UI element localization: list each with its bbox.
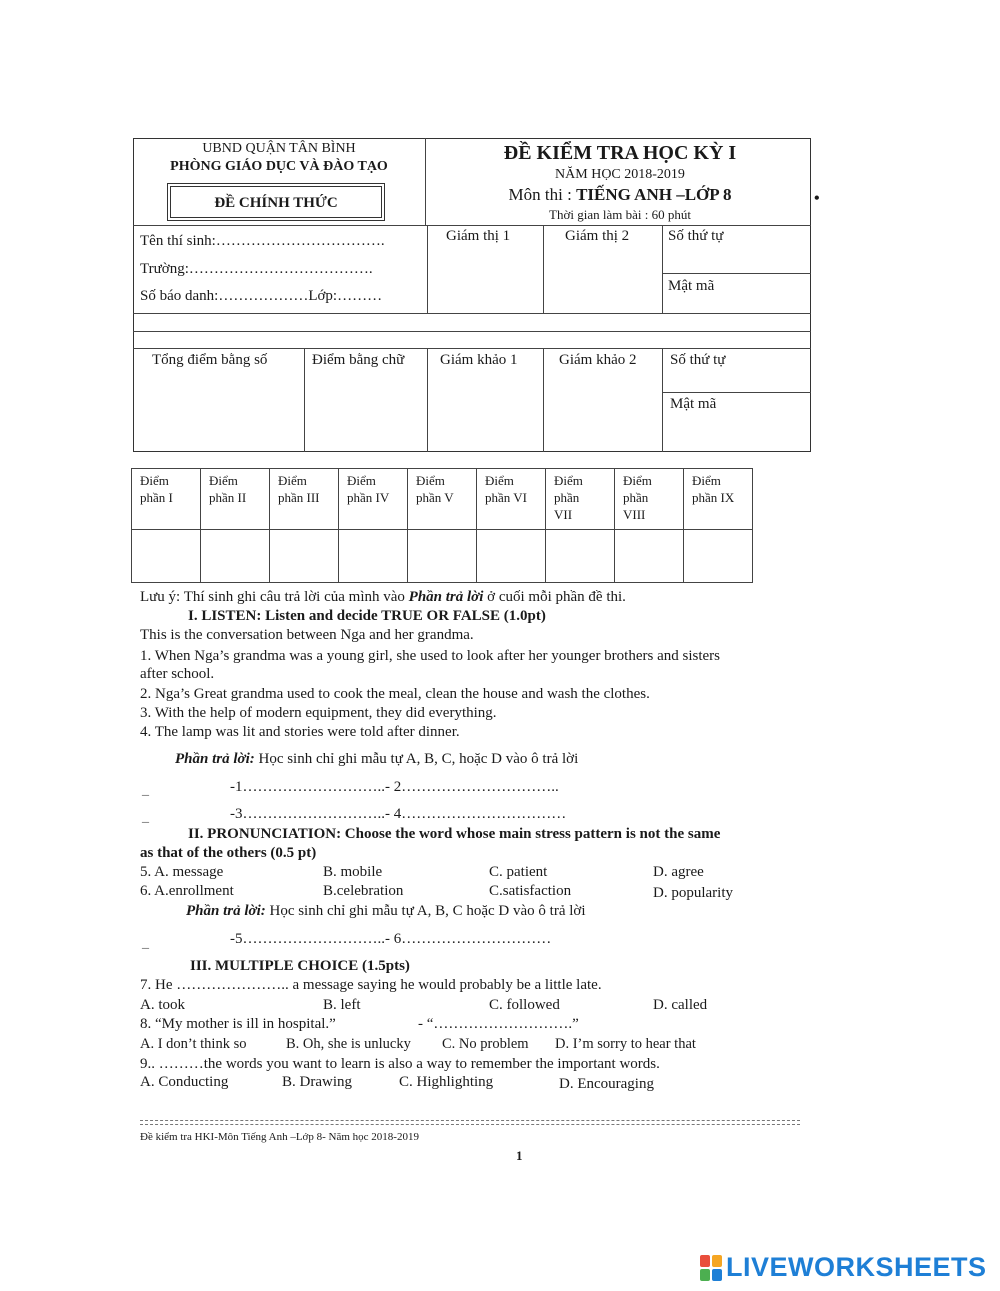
question-7-option-a: A. took <box>140 997 185 1013</box>
part-score-header: Điểm phần VI <box>477 469 546 530</box>
question-8-blank: - “……………………….” <box>418 1016 579 1032</box>
examiner-1-label: Giám khảo 1 <box>440 352 518 368</box>
department-label: PHÒNG GIÁO DỤC VÀ ĐÀO TẠO <box>170 159 388 174</box>
liveworksheets-wordmark: LIVEWORKSHEETS <box>726 1252 987 1282</box>
question-6-option-c: C.satisfaction <box>489 883 572 899</box>
score-divider <box>543 348 544 452</box>
header-divider <box>425 138 426 225</box>
question-7-option-c: C. followed <box>489 997 560 1013</box>
footer-divider <box>140 1124 800 1125</box>
part-score-entry-row <box>132 530 753 583</box>
section-3-heading: III. MULTIPLE CHOICE (1.5pts) <box>190 958 410 974</box>
school-year: NĂM HỌC 2018-2019 <box>555 167 685 182</box>
section-1-answer-line-1[interactable]: -1………………………..- 2………………………….. <box>230 779 559 795</box>
subject-line <box>430 185 810 205</box>
proctor-divider <box>543 225 544 313</box>
question-7: 7. He ………………….. a message saying he would probably be a little late. <box>140 977 602 993</box>
section-2-answer-line[interactable]: -5………………………..- 6………………………… <box>230 931 552 947</box>
part-score-header: Điểm phần IX <box>684 469 753 530</box>
part-score-header: Điểm phần V <box>408 469 477 530</box>
candidate-id-field: Số báo danh:………………Lớp:……… <box>140 288 383 304</box>
page-number: 1 <box>516 1148 523 1163</box>
question-8-option-c: C. No problem <box>442 1036 529 1052</box>
question-8-option-a: A. I don’t think so <box>140 1036 247 1052</box>
score-divider <box>662 392 811 393</box>
question-6-option-b: B.celebration <box>323 883 404 899</box>
part-score-header: Điểm phần IV <box>339 469 408 530</box>
part-score-cell[interactable] <box>339 530 408 583</box>
section-1-intro: This is the conversation between Nga and her grandma. <box>140 627 474 643</box>
part-score-cell[interactable] <box>546 530 615 583</box>
question-5-option-a: 5. A. message <box>140 864 224 880</box>
liveworksheets-icon <box>700 1255 722 1281</box>
part-score-header-row <box>132 469 753 530</box>
part-score-header: Điểm phần I <box>132 469 201 530</box>
question-7-option-b: B. left <box>323 997 361 1013</box>
part-score-header: Điểm phần II <box>201 469 270 530</box>
question-7-option-d: D. called <box>653 997 708 1013</box>
proctor-divider <box>662 225 663 313</box>
candidate-name-field: Tên thí sinh:……………………………. <box>140 233 385 249</box>
candidate-school-field: Trường:………………………………. <box>140 261 373 277</box>
time-limit: Thời gian làm bài : 60 phút <box>549 207 691 222</box>
liveworksheets-logo[interactable] <box>700 1252 987 1283</box>
header-row-line <box>133 313 811 314</box>
question-1-line-a: 1. When Nga’s grandma was a young girl, she used to look after her younger brothers and sisters <box>140 648 720 664</box>
question-9-option-b: B. Drawing <box>282 1074 352 1090</box>
question-5-option-b: B. mobile <box>323 864 383 880</box>
header-row-line <box>133 331 811 332</box>
question-2: 2. Nga’s Great grandma used to cook the meal, clean the house and wash the clothes. <box>140 686 650 702</box>
answer-dash: _ <box>142 783 149 798</box>
answer-section-emphasis: Phần trả lời <box>408 589 484 605</box>
question-5-option-c: C. patient <box>489 864 548 880</box>
part-score-cell[interactable] <box>408 530 477 583</box>
part-score-cell[interactable] <box>477 530 546 583</box>
score-divider <box>427 348 428 452</box>
part-score-header: Điểm phần VII <box>546 469 615 530</box>
footer-divider <box>140 1120 800 1121</box>
section-2-answer-instruction: Phần trả lời: Học sinh chỉ ghi mẫu tự A, B, C hoặc D vào ô trả lời <box>186 903 586 919</box>
question-6-option-a: 6. A.enrollment <box>140 883 234 899</box>
total-score-number-label: Tổng điểm bằng số <box>152 352 268 368</box>
part-score-header: Điểm phần VIII <box>615 469 684 530</box>
question-9-option-d: D. Encouraging <box>559 1076 654 1092</box>
question-5-option-d: D. agree <box>653 864 704 880</box>
score-divider <box>662 348 663 452</box>
proctor-divider <box>662 273 811 274</box>
question-8-option-b: B. Oh, she is unlucky <box>286 1036 411 1052</box>
district-label: UBND QUẬN TÂN BÌNH <box>202 141 356 156</box>
proctor-1-label: Giám thị 1 <box>446 228 511 244</box>
section-1-answer-line-2[interactable]: -3………………………..- 4…………………………… <box>230 806 567 822</box>
question-3: 3. With the help of modern equipment, they did everything. <box>140 705 497 721</box>
subject-name: TIẾNG ANH –LỚP 8 <box>576 185 732 204</box>
part-score-cell[interactable] <box>270 530 339 583</box>
question-8: 8. “My mother is ill in hospital.” <box>140 1016 336 1032</box>
header-row-line <box>133 348 811 349</box>
part-score-cell[interactable] <box>684 530 753 583</box>
part-score-cell[interactable] <box>132 530 201 583</box>
question-1-line-b: after school. <box>140 666 215 682</box>
exam-title: ĐỀ KIỂM TRA HỌC KỲ I <box>503 142 737 164</box>
score-divider <box>304 348 305 452</box>
footer-text: Đề kiểm tra HKI-Môn Tiếng Anh –Lớp 8- Năm học 2018-2019 <box>140 1131 419 1143</box>
total-score-word-label: Điểm bằng chữ <box>312 352 405 368</box>
score-code-label: Mật mã <box>670 396 717 412</box>
section-1-heading: I. LISTEN: Listen and decide TRUE OR FALSE (1.0pt) <box>188 608 546 624</box>
part-score-table <box>131 468 753 583</box>
answer-dash: _ <box>142 936 149 951</box>
proctor-2-label: Giám thị 2 <box>565 228 630 244</box>
part-score-cell[interactable] <box>201 530 270 583</box>
proctor-code-label: Mật mã <box>668 278 715 294</box>
question-6-option-d: D. popularity <box>653 885 733 901</box>
question-9: 9.. ………the words you want to learn is also a way to remember the important words. <box>140 1056 660 1072</box>
question-9-option-c: C. Highlighting <box>399 1074 494 1090</box>
proctor-divider <box>427 225 428 313</box>
instruction-note: Lưu ý: Thí sinh ghi câu trả lời của mình vào Phần trả lời ở cuối mỗi phần đề thi. <box>140 589 626 605</box>
official-exam-badge: ĐỀ CHÍNH THỨC <box>170 186 382 218</box>
proctor-order-label: Số thứ tự <box>668 228 724 244</box>
score-order-label: Số thứ tự <box>670 352 726 368</box>
bullet-mark: • <box>814 190 820 207</box>
part-score-header: Điểm phần III <box>270 469 339 530</box>
examiner-2-label: Giám khảo 2 <box>559 352 637 368</box>
question-4: 4. The lamp was lit and stories were told after dinner. <box>140 724 460 740</box>
section-2-heading-b: as that of the others (0.5 pt) <box>140 845 317 861</box>
section-1-answer-instruction: Phần trả lời: Học sinh chỉ ghi mẫu tự A, B, C, hoặc D vào ô trả lời <box>175 751 579 767</box>
question-9-option-a: A. Conducting <box>140 1074 229 1090</box>
answer-dash: _ <box>142 810 149 825</box>
header-row-line <box>133 225 811 226</box>
question-8-option-d: D. I’m sorry to hear that <box>555 1036 696 1052</box>
subject-prefix: Môn thi : <box>508 185 577 204</box>
section-2-heading-a: II. PRONUNCIATION: Choose the word whose main stress pattern is not the same <box>188 826 721 842</box>
part-score-cell[interactable] <box>615 530 684 583</box>
